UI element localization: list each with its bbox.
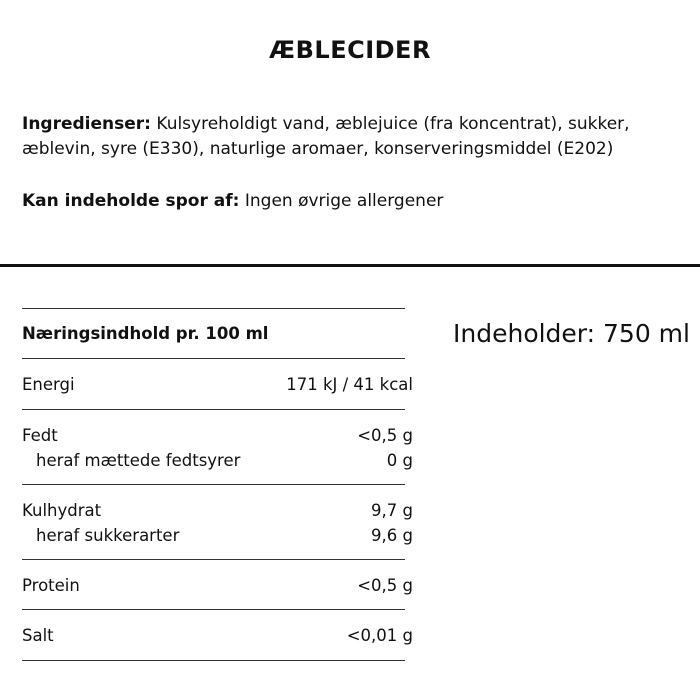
allergens-label: Kan indeholde spor af:: [22, 191, 240, 211]
row-value: <0,5 g: [357, 426, 413, 445]
table-row: [22, 449, 413, 473]
row-label: heraf mættede fedtsyrer: [36, 451, 241, 470]
table-rule: [22, 660, 405, 661]
ingredients-list: Kulsyreholdigt vand, æblejuice (fra koncentrat), sukker, æblevin, syre (E330), naturlige aromaer, konserveringsmiddel (E202): [22, 114, 630, 159]
row-value: 9,6 g: [371, 526, 413, 545]
table-row: [22, 624, 413, 648]
table-rule: [22, 308, 405, 309]
row-label: heraf sukkerarter: [36, 526, 180, 545]
table-row: [22, 499, 413, 523]
row-label: Energi: [22, 375, 75, 394]
table-rule: [22, 559, 405, 560]
ingredients-label: Ingredienser:: [22, 114, 151, 134]
row-label: Salt: [22, 626, 54, 645]
table-row: [22, 424, 413, 448]
row-label: Kulhydrat: [22, 501, 102, 520]
nutrition-header: [22, 322, 413, 346]
allergens-value: Ingen øvrige allergener: [239, 191, 444, 211]
row-label: Fedt: [22, 426, 58, 445]
section-divider: [0, 264, 700, 267]
table-row: [22, 524, 413, 548]
row-value: 171 kJ / 41 kcal: [286, 375, 413, 394]
volume-label: Indeholder: 750 ml: [453, 319, 690, 348]
row-value: 0 g: [386, 451, 413, 470]
table-rule: [22, 409, 405, 410]
allergens-text: [22, 189, 443, 214]
nutrition-header-label: Næringsindhold pr. 100 ml: [22, 324, 269, 343]
row-value: <0,5 g: [357, 576, 413, 595]
row-label: Protein: [22, 576, 80, 595]
table-row: [22, 373, 413, 397]
table-rule: [22, 484, 405, 485]
table-rule: [22, 609, 405, 610]
table-rule: [22, 358, 405, 359]
row-value: <0,01 g: [346, 626, 413, 645]
ingredients-text: [22, 112, 692, 162]
row-value: 9,7 g: [371, 501, 413, 520]
table-row: [22, 574, 413, 598]
product-title: ÆBLECIDER: [269, 36, 431, 64]
